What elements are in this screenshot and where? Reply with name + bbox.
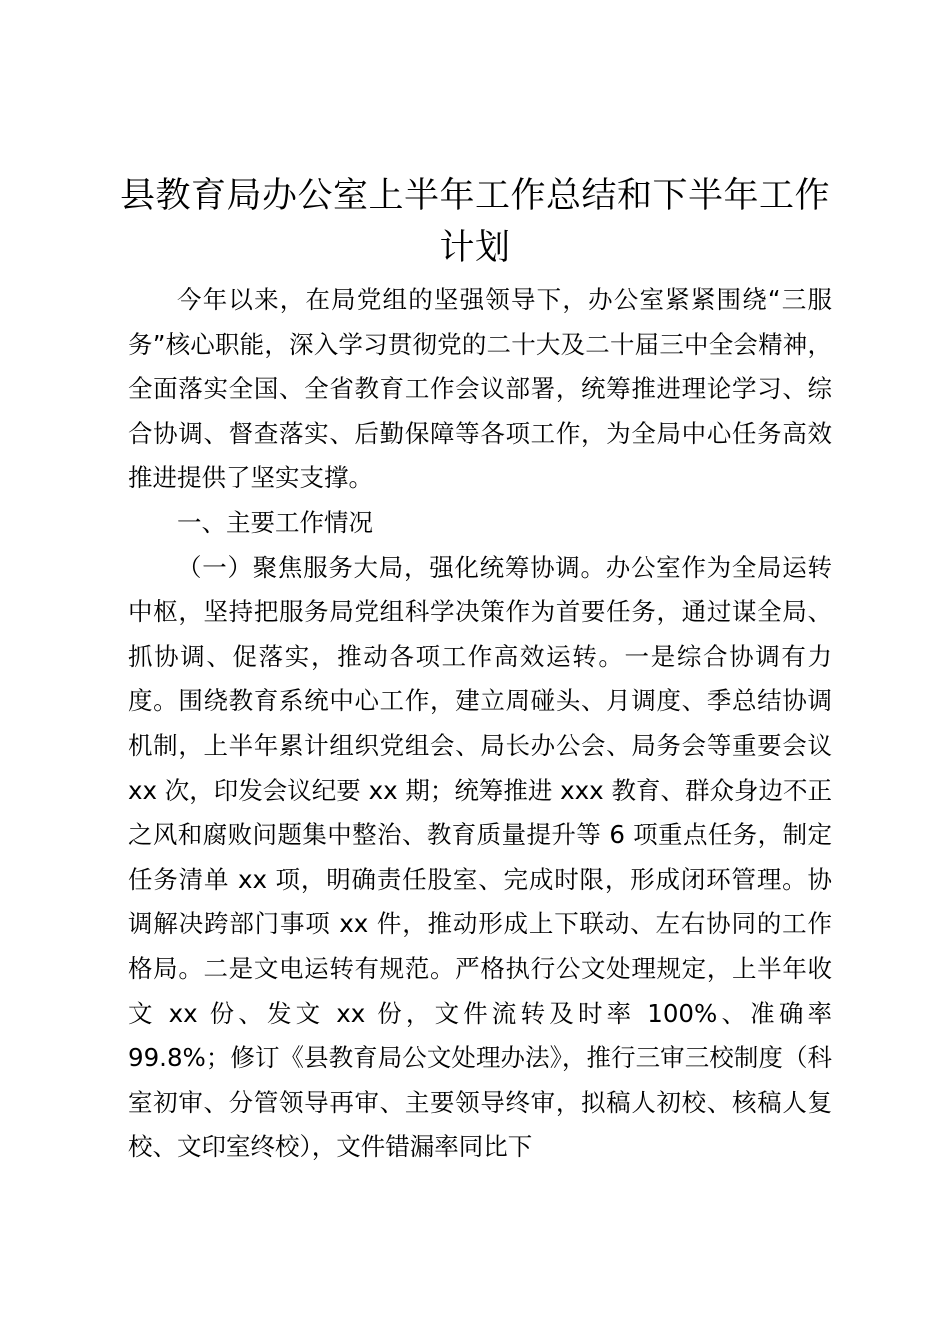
section-heading: 一、主要工作情况 — [177, 507, 373, 537]
document-title: 县教育局办公室上半年工作总结和下半年工作计划 — [119, 176, 830, 268]
intro-paragraph: 今年以来，在局党组的坚强领导下，办公室紧紧围绕“三服务”核心职能，深入学习贯彻党的二十大及二十届三中全会精神，全面落实全国、全省教育工作会议部署，统筹推进理论学习、综合协调、督查落实、后勤保障等各项工作，为全局中心任务高效推进提供了坚实支撑。 — [128, 285, 832, 493]
document-body — [128, 278, 832, 1170]
body-paragraph: （一）聚焦服务大局，强化统筹协调。办公室作为全局运转中枢，坚持把服务局党组科学决策作为首要任务，通过谋全局、抓协调、促落实，推动各项工作高效运转。一是综合协调有力度。围绕教育系统中心工作，建立周碰头、月调度、季总结协调机制，上半年累计组织党组会、局长办公会、局务会等重要会议 xx 次，印发会议纪要 xx 期；统筹推进 xxx 教育、群众身边不正之风和腐败问题集中整治、教育质量提升等 6 项重点任务，制定任务清单 xx 项，明确责任股室、完成时限，形成闭环管理。协调解决跨部门事项 xx 件，推动形成上下联动、左右协同的工作格局。二是文电运转有规范。严格执行公文处理规定，上半年收文 xx 份、发文 xx 份，文件流转及时率 100%、准确率 99.8%；修订《县教育局公文处理办法》，推行三审三校制度（科室初审、分管领导再审、主要领导终审，拟稿人初校、核稿人复校、文印室终校），文件错漏率同比下 — [128, 552, 832, 1162]
